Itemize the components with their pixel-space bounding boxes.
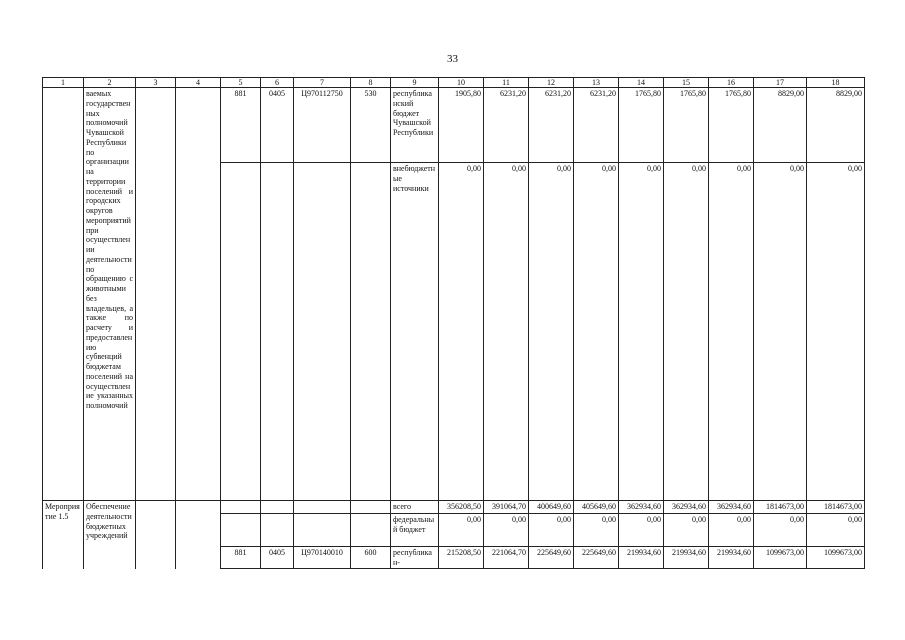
cell-value: 1099673,00 [754, 546, 807, 569]
column-number: 13 [574, 78, 619, 88]
cell-value: 1765,80 [664, 88, 709, 163]
column-number: 1 [43, 78, 84, 88]
cell-code-grbs: 881 [221, 546, 261, 569]
budget-table [42, 77, 865, 569]
cell-value: 8829,00 [754, 88, 807, 163]
column-number: 5 [221, 78, 261, 88]
cell-code-type [351, 501, 391, 514]
cell-code-type: 530 [351, 88, 391, 163]
column-number: 11 [484, 78, 529, 88]
cell-code-target: Ц970140010 [294, 546, 351, 569]
cell-value: 1814673,00 [754, 501, 807, 514]
activity-number: Мероприятие 1.5 [43, 501, 84, 569]
activity-description: ваемых государственных полномочий Чувашской Республики по организации на территории поселений и городских округов мероприятий при осуществлении деятельности по обращению с животными без владельцев, а также по расчету и предоставлению субвенций бюджетам поселений на осуществление указанных полномочий [84, 88, 136, 501]
cell-code-grbs [221, 501, 261, 514]
cell-funding-source: внебюджетные источники [391, 163, 439, 501]
cell-value: 0,00 [619, 163, 664, 501]
cell-value: 1099673,00 [807, 546, 865, 569]
table-row [43, 501, 865, 514]
column-number: 8 [351, 78, 391, 88]
cell-value: 219934,60 [619, 546, 664, 569]
cell-value: 0,00 [807, 513, 865, 546]
column-number: 4 [176, 78, 221, 88]
column-number: 16 [709, 78, 754, 88]
cell-col1 [43, 88, 84, 501]
cell-value: 362934,60 [709, 501, 754, 514]
cell-funding-source: республиканский бюджет Чувашской Республики [391, 88, 439, 163]
column-number: 7 [294, 78, 351, 88]
column-number: 12 [529, 78, 574, 88]
column-number: 15 [664, 78, 709, 88]
column-number: 6 [261, 78, 294, 88]
cell-value: 225649,60 [529, 546, 574, 569]
cell-value: 225649,60 [574, 546, 619, 569]
cell-value: 6231,20 [484, 88, 529, 163]
cell-value: 362934,60 [619, 501, 664, 514]
cell-value: 0,00 [439, 513, 484, 546]
cell-funding-source: всего [391, 501, 439, 514]
cell-value: 1765,80 [709, 88, 754, 163]
cell-code-section [261, 163, 294, 501]
cell-value: 1814673,00 [807, 501, 865, 514]
cell-col4 [176, 88, 221, 501]
cell-code-type [351, 513, 391, 546]
column-number: 10 [439, 78, 484, 88]
cell-value: 0,00 [484, 163, 529, 501]
column-number: 14 [619, 78, 664, 88]
cell-value: 0,00 [574, 513, 619, 546]
cell-value: 0,00 [664, 163, 709, 501]
activity-description: Обеспечение деятельности бюджетных учреждений [84, 501, 136, 569]
page-number: 33 [447, 53, 458, 65]
cell-value: 405649,60 [574, 501, 619, 514]
cell-value: 0,00 [529, 513, 574, 546]
cell-value: 0,00 [709, 513, 754, 546]
cell-value: 1765,80 [619, 88, 664, 163]
cell-funding-source: республикан- [391, 546, 439, 569]
cell-value: 0,00 [664, 513, 709, 546]
column-number: 18 [807, 78, 865, 88]
column-number: 9 [391, 78, 439, 88]
cell-value: 0,00 [709, 163, 754, 501]
cell-col3 [136, 88, 176, 501]
cell-value: 215208,50 [439, 546, 484, 569]
cell-value: 6231,20 [529, 88, 574, 163]
cell-value: 219934,60 [709, 546, 754, 569]
cell-code-section [261, 513, 294, 546]
cell-value: 1905,80 [439, 88, 484, 163]
cell-value: 6231,20 [574, 88, 619, 163]
cell-value: 219934,60 [664, 546, 709, 569]
cell-value: 362934,60 [664, 501, 709, 514]
cell-value: 221064,70 [484, 546, 529, 569]
cell-value: 0,00 [807, 163, 865, 501]
cell-col4 [176, 501, 221, 569]
cell-funding-source: федеральный бюджет [391, 513, 439, 546]
cell-code-section [261, 501, 294, 514]
cell-code-target [294, 513, 351, 546]
cell-value: 0,00 [574, 163, 619, 501]
cell-code-grbs: 881 [221, 88, 261, 163]
cell-value: 0,00 [754, 513, 807, 546]
column-number: 2 [84, 78, 136, 88]
cell-code-section: 0405 [261, 546, 294, 569]
cell-value: 0,00 [619, 513, 664, 546]
cell-value: 0,00 [439, 163, 484, 501]
cell-code-target [294, 163, 351, 501]
table-row [43, 88, 865, 163]
cell-code-target: Ц970112750 [294, 88, 351, 163]
cell-value: 0,00 [529, 163, 574, 501]
cell-value: 356208,50 [439, 501, 484, 514]
cell-value: 0,00 [754, 163, 807, 501]
header-row [43, 78, 865, 88]
cell-value: 0,00 [484, 513, 529, 546]
cell-code-target [294, 501, 351, 514]
cell-code-section: 0405 [261, 88, 294, 163]
cell-value: 400649,60 [529, 501, 574, 514]
cell-code-grbs [221, 163, 261, 501]
cell-value: 8829,00 [807, 88, 865, 163]
cell-code-type [351, 163, 391, 501]
column-number: 3 [136, 78, 176, 88]
cell-col3 [136, 501, 176, 569]
cell-code-grbs [221, 513, 261, 546]
cell-code-type: 600 [351, 546, 391, 569]
cell-value: 391064,70 [484, 501, 529, 514]
column-number: 17 [754, 78, 807, 88]
